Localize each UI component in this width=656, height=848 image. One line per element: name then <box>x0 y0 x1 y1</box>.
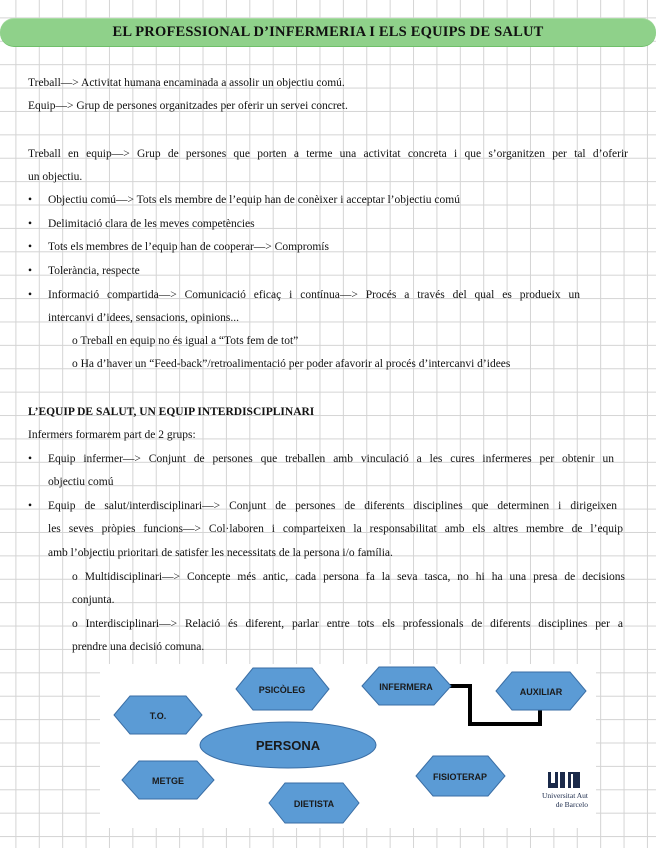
definition-treball: Treball—> Activitat humana encaminada a assolir un objectiu comú. <box>28 77 345 89</box>
list-item: Equip infermer—> Conjunt de persones que treballen amb vinculació a les cures infermeres per obtenir un <box>48 453 614 465</box>
sub-list-item: o Treball en equip no és igual a “Tots fem de tot” <box>72 335 299 347</box>
definition-equip: Equip—> Grup de persones organitzades per oferir un servei concret. <box>28 100 348 112</box>
page-title: EL PROFESSIONAL D’INFERMERIA I ELS EQUIPS DE SALUT <box>112 24 544 40</box>
bullet-marker: • <box>28 241 33 253</box>
list-item: Informació compartida—> Comunicació eficaç i contínua—> Procés a través del qual es produeix un <box>48 289 580 301</box>
bullet-marker: • <box>28 218 33 230</box>
treball-en-equip-line-1: Treball en equip—> Grup de persones que porten a terme una activitat concreta i que s’organitzen per tal d’oferir <box>28 148 628 160</box>
bullet-marker: • <box>28 289 33 301</box>
node-label-to: T.O. <box>149 711 167 721</box>
list-item-continuation: les seves pròpies funcions—> Col·laboren i comparteixen la responsabilitat amb els altres membre de l’equip <box>48 523 623 535</box>
node-label-infermera: INFERMERA <box>379 682 433 692</box>
logo-line-2: de Barcelo <box>555 800 588 809</box>
list-item-continuation: objectiu comú <box>48 476 114 488</box>
sub-list-item: o Ha d’haver un “Feed-back”/retroalimentació per poder afavorir al procés d’intercanvi d’idees <box>72 358 511 370</box>
uab-logo-mark <box>551 772 555 783</box>
uab-logo <box>542 772 589 809</box>
sub-list-item: o Multidisciplinari—> Concepte més antic, cada persona fa la seva tasca, no hi ha una presa de decisions <box>72 571 625 583</box>
list-item: Tolerància, respecte <box>48 265 140 277</box>
node-label-metge: METGE <box>151 776 185 786</box>
list-item-continuation: intercanvi d’idees, sensacions, opinions... <box>48 312 239 324</box>
bullet-marker: • <box>28 453 33 465</box>
title-bar <box>0 18 656 47</box>
list-item: Equip de salut/interdisciplinari—> Conjunt de persones de diferents disciplines que determinen i dirigeixen <box>48 500 617 512</box>
node-label-psicoleg: PSICÒLEG <box>258 685 306 695</box>
team-diagram-svg <box>100 664 596 828</box>
list-item: Tots els membres de l’equip han de cooperar—> Compromís <box>48 241 329 253</box>
node-label-auxiliar: AUXILIAR <box>519 687 563 697</box>
persona-label: PERSONA <box>255 738 321 753</box>
uab-logo-mark <box>560 772 565 788</box>
list-item: Objectiu comú—> Tots els membre de l’equip han de conèixer i acceptar l’objectiu comú <box>48 194 460 206</box>
bullet-marker: • <box>28 194 33 206</box>
team-diagram <box>100 664 596 828</box>
section-intro: Infermers formarem part de 2 grups: <box>28 429 196 441</box>
list-item: Delimitació clara de les meves competències <box>48 218 255 230</box>
bullet-marker: • <box>28 500 33 512</box>
bullet-marker: • <box>28 265 33 277</box>
section-heading: L’EQUIP DE SALUT, UN EQUIP INTERDISCIPLINARI <box>28 406 315 418</box>
sub-list-item-continuation: prendre una decisió comuna. <box>72 641 205 653</box>
sub-list-item: o Interdisciplinari—> Relació és diferent, parlar entre tots els professionals de diferents disciplines per a <box>72 618 623 630</box>
list-item-continuation: amb l’objectiu prioritari de satisfer les necessitats de la persona i/o família. <box>48 547 393 559</box>
logo-line-1: Universitat Aut <box>541 791 588 800</box>
uab-logo-mark <box>568 772 580 788</box>
node-label-dietista: DIETISTA <box>293 799 335 809</box>
uab-logo-mark <box>571 774 573 788</box>
sub-list-item-continuation: conjunta. <box>72 594 115 606</box>
node-label-fisioterap: FISIOTERAP <box>432 772 488 782</box>
treball-en-equip-line-2: un objectiu. <box>28 171 83 183</box>
